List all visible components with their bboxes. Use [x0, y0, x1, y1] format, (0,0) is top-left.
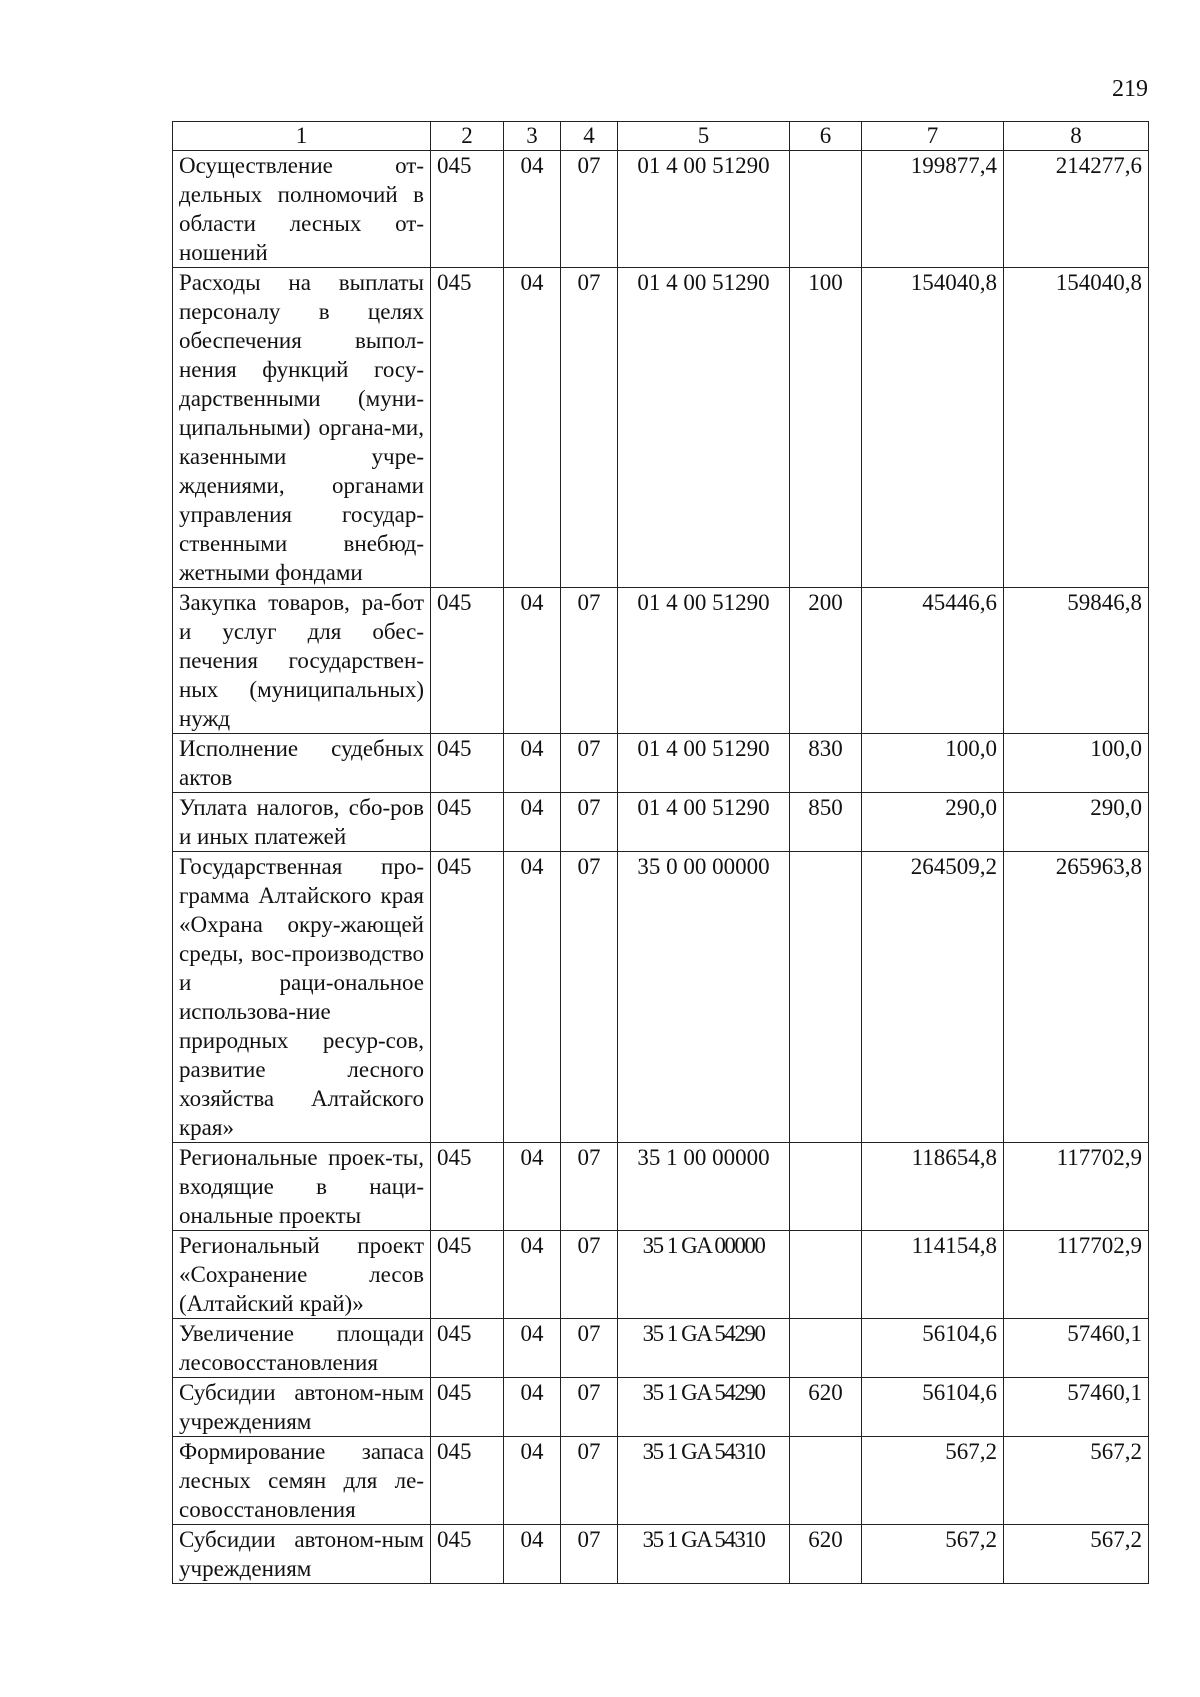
target-article-cell: 01 4 00 51290: [618, 268, 790, 588]
subsection-code-cell: 07: [561, 1231, 618, 1319]
column-header: 4: [561, 122, 618, 151]
table-row: [173, 151, 1149, 268]
section-code-cell: 04: [504, 1143, 561, 1231]
target-article-cell: 01 4 00 51290: [618, 151, 790, 268]
amount-year2-cell: 214277,6: [1004, 151, 1149, 268]
table-row: [173, 588, 1149, 734]
amount-year1-cell: 56104,6: [862, 1378, 1004, 1437]
grbs-code-cell: 045: [431, 1319, 504, 1378]
row-name-cell: Расходы на выплаты персоналу в целях обеспечения выпол-нения функций госу-дарственными (муни-ципальными) органа-ми, казенными учре-ждениями, органами управления государ-ственными внебюд-жетными фондами: [173, 268, 431, 588]
table-row: [173, 1143, 1149, 1231]
row-name-cell: Региональный проект «Сохранение лесов (Алтайский край)»: [173, 1231, 431, 1319]
column-header: 5: [618, 122, 790, 151]
column-header: 7: [862, 122, 1004, 151]
amount-year2-cell: 117702,9: [1004, 1231, 1149, 1319]
table-row: [173, 1319, 1149, 1378]
grbs-code-cell: 045: [431, 588, 504, 734]
row-name-cell: Исполнение судебных актов: [173, 734, 431, 793]
section-code-cell: 04: [504, 268, 561, 588]
amount-year2-cell: 57460,1: [1004, 1378, 1149, 1437]
grbs-code-cell: 045: [431, 1231, 504, 1319]
amount-year2-cell: 59846,8: [1004, 588, 1149, 734]
table-row: [173, 852, 1149, 1143]
expense-type-cell: 620: [790, 1525, 862, 1584]
expense-type-cell: [790, 1437, 862, 1525]
subsection-code-cell: 07: [561, 1378, 618, 1437]
grbs-code-cell: 045: [431, 734, 504, 793]
amount-year2-cell: 100,0: [1004, 734, 1149, 793]
section-code-cell: 04: [504, 1319, 561, 1378]
row-name-cell: Государственная про-грамма Алтайского края «Охрана окру-жающей среды, вос-производство и раци-ональное использова-ние природных ресур-сов, развитие лесного хозяйства Алтайского края»: [173, 852, 431, 1143]
section-code-cell: 04: [504, 734, 561, 793]
row-name-cell: Региональные проек-ты, входящие в наци-ональные проекты: [173, 1143, 431, 1231]
grbs-code-cell: 045: [431, 268, 504, 588]
amount-year2-cell: 290,0: [1004, 793, 1149, 852]
section-code-cell: 04: [504, 1378, 561, 1437]
expense-type-cell: 200: [790, 588, 862, 734]
subsection-code-cell: 07: [561, 1525, 618, 1584]
amount-year2-cell: 567,2: [1004, 1437, 1149, 1525]
table-row: [173, 793, 1149, 852]
table-row: [173, 1437, 1149, 1525]
target-article-cell: 01 4 00 51290: [618, 734, 790, 793]
section-code-cell: 04: [504, 588, 561, 734]
amount-year1-cell: 199877,4: [862, 151, 1004, 268]
expense-type-cell: 100: [790, 268, 862, 588]
budget-table: [172, 121, 1149, 1584]
grbs-code-cell: 045: [431, 793, 504, 852]
expense-type-cell: [790, 1143, 862, 1231]
subsection-code-cell: 07: [561, 793, 618, 852]
row-name-cell: Закупка товаров, ра-бот и услуг для обес-печения государствен-ных (муниципальных) нужд: [173, 588, 431, 734]
grbs-code-cell: 045: [431, 1143, 504, 1231]
section-code-cell: 04: [504, 852, 561, 1143]
subsection-code-cell: 07: [561, 151, 618, 268]
amount-year1-cell: 45446,6: [862, 588, 1004, 734]
row-name-cell: Субсидии автоном-ным учреждениям: [173, 1378, 431, 1437]
column-header: 3: [504, 122, 561, 151]
header-row: [173, 122, 1149, 151]
grbs-code-cell: 045: [431, 151, 504, 268]
amount-year2-cell: 265963,8: [1004, 852, 1149, 1143]
target-article-cell: 35 0 00 00000: [618, 852, 790, 1143]
amount-year1-cell: 56104,6: [862, 1319, 1004, 1378]
subsection-code-cell: 07: [561, 734, 618, 793]
column-header: 6: [790, 122, 862, 151]
amount-year1-cell: 118654,8: [862, 1143, 1004, 1231]
expense-type-cell: [790, 1231, 862, 1319]
section-code-cell: 04: [504, 1437, 561, 1525]
target-article-cell: 35 1 GA 54290: [618, 1319, 790, 1378]
expense-type-cell: [790, 151, 862, 268]
target-article-cell: 35 1 GA 54310: [618, 1437, 790, 1525]
row-name-cell: Формирование запаса лесных семян для ле-совосстановления: [173, 1437, 431, 1525]
table-row: [173, 268, 1149, 588]
amount-year1-cell: 290,0: [862, 793, 1004, 852]
table-row: [173, 1231, 1149, 1319]
target-article-cell: 01 4 00 51290: [618, 793, 790, 852]
table-row: [173, 1378, 1149, 1437]
column-header: 1: [173, 122, 431, 151]
target-article-cell: 01 4 00 51290: [618, 588, 790, 734]
row-name-cell: Осуществление от-дельных полномочий в области лесных от-ношений: [173, 151, 431, 268]
amount-year1-cell: 154040,8: [862, 268, 1004, 588]
amount-year2-cell: 567,2: [1004, 1525, 1149, 1584]
column-header: 8: [1004, 122, 1149, 151]
expense-type-cell: 830: [790, 734, 862, 793]
section-code-cell: 04: [504, 151, 561, 268]
expense-type-cell: [790, 852, 862, 1143]
target-article-cell: 35 1 00 00000: [618, 1143, 790, 1231]
target-article-cell: 35 1 GA 54310: [618, 1525, 790, 1584]
amount-year1-cell: 100,0: [862, 734, 1004, 793]
amount-year2-cell: 57460,1: [1004, 1319, 1149, 1378]
table-row: [173, 1525, 1149, 1584]
subsection-code-cell: 07: [561, 268, 618, 588]
page-number: 219: [1112, 76, 1148, 102]
amount-year1-cell: 114154,8: [862, 1231, 1004, 1319]
amount-year1-cell: 264509,2: [862, 852, 1004, 1143]
subsection-code-cell: 07: [561, 1437, 618, 1525]
section-code-cell: 04: [504, 1525, 561, 1584]
section-code-cell: 04: [504, 793, 561, 852]
grbs-code-cell: 045: [431, 1378, 504, 1437]
target-article-cell: 35 1 GA 00000: [618, 1231, 790, 1319]
row-name-cell: Субсидии автоном-ным учреждениям: [173, 1525, 431, 1584]
target-article-cell: 35 1 GA 54290: [618, 1378, 790, 1437]
row-name-cell: Уплата налогов, сбо-ров и иных платежей: [173, 793, 431, 852]
subsection-code-cell: 07: [561, 1319, 618, 1378]
amount-year1-cell: 567,2: [862, 1437, 1004, 1525]
subsection-code-cell: 07: [561, 588, 618, 734]
grbs-code-cell: 045: [431, 1525, 504, 1584]
table-row: [173, 734, 1149, 793]
row-name-cell: Увеличение площади лесовосстановления: [173, 1319, 431, 1378]
amount-year2-cell: 154040,8: [1004, 268, 1149, 588]
grbs-code-cell: 045: [431, 852, 504, 1143]
expense-type-cell: 620: [790, 1378, 862, 1437]
grbs-code-cell: 045: [431, 1437, 504, 1525]
subsection-code-cell: 07: [561, 1143, 618, 1231]
expense-type-cell: 850: [790, 793, 862, 852]
section-code-cell: 04: [504, 1231, 561, 1319]
amount-year1-cell: 567,2: [862, 1525, 1004, 1584]
amount-year2-cell: 117702,9: [1004, 1143, 1149, 1231]
table-body: [173, 151, 1149, 1584]
column-header: 2: [431, 122, 504, 151]
subsection-code-cell: 07: [561, 852, 618, 1143]
expense-type-cell: [790, 1319, 862, 1378]
